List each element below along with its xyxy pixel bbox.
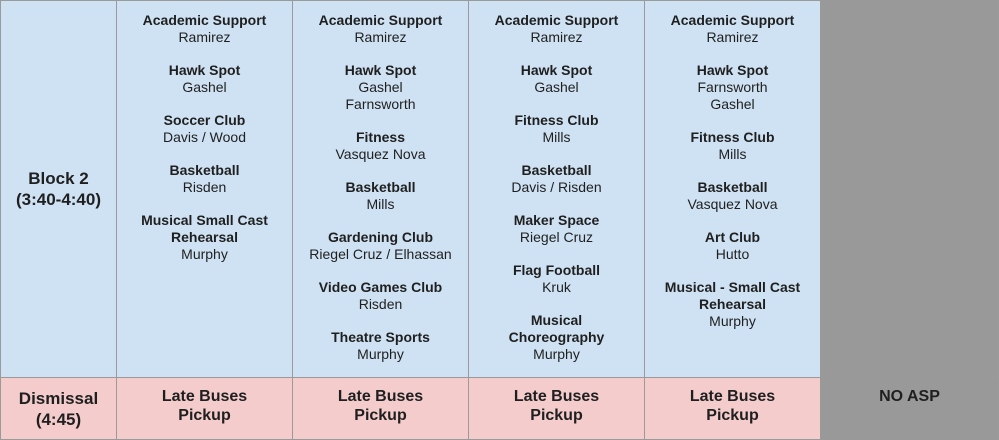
activity-staff: Murphy xyxy=(709,313,756,329)
activity xyxy=(293,229,468,263)
activity xyxy=(117,212,292,263)
block2-column xyxy=(644,0,821,378)
activity xyxy=(469,262,644,296)
activity-name: Academic Support xyxy=(670,12,795,28)
activity-staff: Gashel xyxy=(710,96,755,112)
dismissal-cell xyxy=(116,377,293,440)
activity-staff: Ramirez xyxy=(354,29,407,45)
activity xyxy=(293,329,468,363)
activity-staff: Gashel xyxy=(534,79,579,95)
activity xyxy=(645,229,820,263)
block2-title: Block 2 xyxy=(28,169,89,188)
activity-staff: Risden xyxy=(358,296,403,312)
activity xyxy=(293,12,468,46)
dismissal-cell-text: Late Buses Pickup xyxy=(513,388,600,424)
activity-name: Musical Choreography xyxy=(508,312,605,345)
activity xyxy=(293,179,468,213)
activity-staff: Ramirez xyxy=(530,29,583,45)
activity-name: Basketball xyxy=(697,179,768,195)
activity xyxy=(645,179,820,213)
activity-staff: Davis / Wood xyxy=(163,129,246,145)
activity-name: Academic Support xyxy=(494,12,619,28)
activity-staff: Riegel Cruz xyxy=(519,229,594,245)
activity-name: Basketball xyxy=(345,179,416,195)
dismissal-cell xyxy=(468,377,645,440)
activity-name: Musical Small Cast Rehearsal xyxy=(141,212,268,245)
block2-empty-cell xyxy=(820,0,999,378)
activity-staff: Ramirez xyxy=(706,29,759,45)
activity xyxy=(117,162,292,196)
activity-staff: Riegel Cruz / Elhassan xyxy=(309,246,452,262)
activity xyxy=(645,129,820,163)
activity-staff: Risden xyxy=(182,179,227,195)
activity xyxy=(645,62,820,113)
activity-name: Fitness Club xyxy=(514,112,599,128)
activity-name: Flag Football xyxy=(512,262,601,278)
activity-name: Academic Support xyxy=(318,12,443,28)
no-asp-cell xyxy=(820,377,999,440)
activity-name: Fitness Club xyxy=(690,129,775,145)
dismissal-time: (4:45) xyxy=(35,409,82,429)
activity-name: Art Club xyxy=(704,229,761,245)
no-asp-label: NO ASP xyxy=(879,388,940,405)
activity-name: Academic Support xyxy=(142,12,267,28)
block2-time: (3:40-4:40) xyxy=(15,190,102,209)
activity xyxy=(117,62,292,96)
activity-staff: Vasquez Nova xyxy=(687,196,778,212)
activity-name: Hawk Spot xyxy=(344,62,417,78)
activity xyxy=(469,212,644,246)
activity xyxy=(469,62,644,96)
activity-name: Musical - Small Cast Rehearsal xyxy=(664,279,801,312)
activity-staff: Farnsworth xyxy=(697,79,768,95)
activity xyxy=(293,129,468,163)
block2-column xyxy=(468,0,645,378)
dismissal-cell-text: Late Buses Pickup xyxy=(337,388,424,424)
block2-column xyxy=(292,0,469,378)
activity xyxy=(469,312,644,363)
activity-name: Basketball xyxy=(521,162,592,178)
activity xyxy=(117,12,292,46)
activity-name: Soccer Club xyxy=(163,112,246,128)
dismissal-cell xyxy=(644,377,821,440)
activity-staff: Farnsworth xyxy=(345,96,416,112)
activity-name: Maker Space xyxy=(513,212,600,228)
activity-name: Fitness xyxy=(355,129,405,145)
dismissal-cell-text: Late Buses Pickup xyxy=(689,388,776,424)
activity xyxy=(469,12,644,46)
dismissal-cell xyxy=(292,377,469,440)
activity-staff: Mills xyxy=(366,196,395,212)
row-header-block2 xyxy=(0,0,117,378)
activity-staff: Murphy xyxy=(181,246,228,262)
dismissal-cell-text: Late Buses Pickup xyxy=(161,388,248,424)
activity-staff: Hutto xyxy=(715,246,750,262)
activity-staff: Vasquez Nova xyxy=(335,146,426,162)
activity-staff: Ramirez xyxy=(178,29,231,45)
activity xyxy=(645,12,820,46)
activity xyxy=(645,279,820,330)
activity xyxy=(469,112,644,146)
activity-staff: Murphy xyxy=(357,346,404,362)
activity-staff: Gashel xyxy=(358,79,403,95)
activity-staff: Gashel xyxy=(182,79,227,95)
activity xyxy=(293,279,468,313)
activity-name: Basketball xyxy=(169,162,240,178)
activity xyxy=(293,62,468,113)
activity-name: Hawk Spot xyxy=(520,62,593,78)
activity-name: Video Games Club xyxy=(318,279,443,295)
activity-staff: Murphy xyxy=(533,346,580,362)
activity-staff: Mills xyxy=(718,146,747,162)
activity-name: Gardening Club xyxy=(328,229,433,245)
activity xyxy=(117,112,292,146)
activity-name: Hawk Spot xyxy=(696,62,769,78)
activity-staff: Mills xyxy=(542,129,571,145)
activity xyxy=(469,162,644,196)
activity-staff: Davis / Risden xyxy=(511,179,602,195)
block2-column xyxy=(116,0,293,378)
dismissal-title: Dismissal xyxy=(18,388,99,408)
activity-name: Theatre Sports xyxy=(331,329,430,345)
row-header-dismissal xyxy=(0,377,117,440)
activity-staff: Kruk xyxy=(542,279,571,295)
activity-name: Hawk Spot xyxy=(168,62,241,78)
